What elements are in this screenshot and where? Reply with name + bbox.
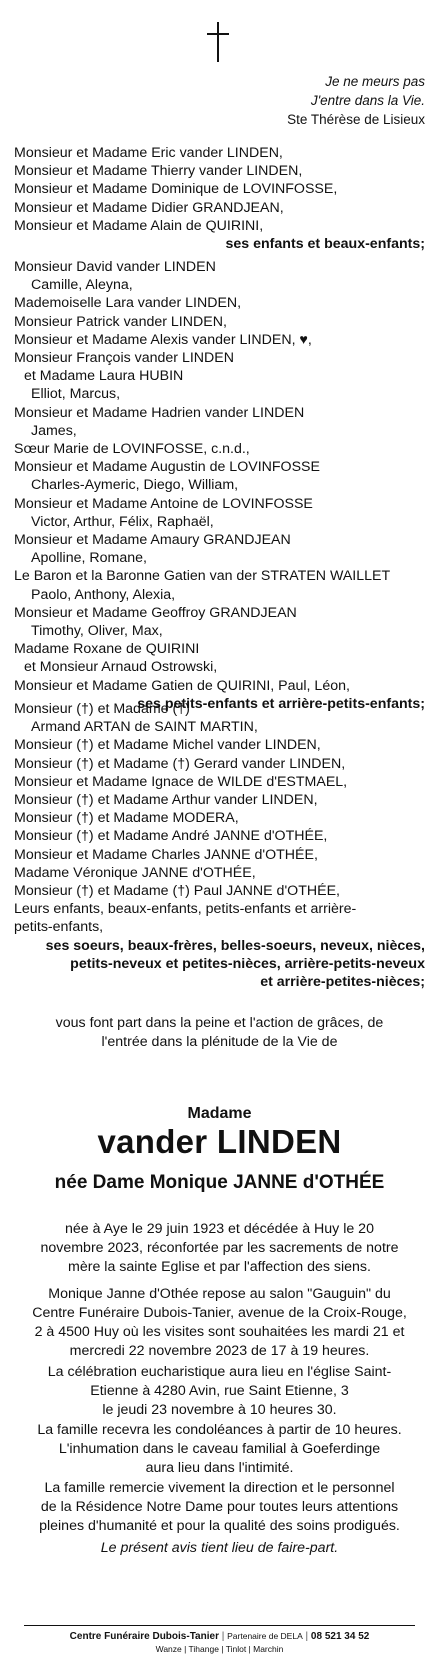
paragraph-line: La célébration eucharistique aura lieu en l'église Saint-	[47, 1364, 392, 1380]
list-item: Leurs enfants, beaux-enfants, petits-enfants et arrière-	[14, 901, 357, 918]
grandchildren-closing: ses petits-enfants et arrière-petits-enfants;	[137, 695, 425, 712]
list-item: Monsieur François vander LINDEN	[14, 350, 234, 367]
list-item: Monsieur et Madame Hadrien vander LINDEN	[14, 404, 305, 421]
list-item: Monsieur Patrick vander LINDEN,	[14, 313, 227, 330]
list-item: Monsieur et Madame Eric vander LINDEN,	[14, 145, 283, 161]
paragraph-line: La famille remercie vivement la direction et le personnel	[44, 1480, 395, 1496]
paragraph-line: 2 à 4500 Huy où les visites sont souhaitées les mardi 21 et	[34, 1324, 405, 1340]
detail-paragraph	[14, 1421, 425, 1478]
list-item: Monsieur (†) et Madame MODERA,	[14, 810, 239, 827]
closing-note: Le présent avis tient lieu de faire-part.	[100, 1540, 339, 1556]
siblings-list	[14, 700, 425, 991]
list-item: Armand ARTAN de SAINT MARTIN,	[31, 719, 258, 736]
list-item: Monsieur (†) et Madame (†) Gerard vander LINDEN,	[14, 755, 346, 772]
footer-company: Centre Funéraire Dubois-Tanier	[69, 1631, 219, 1642]
list-item: Monsieur David vander LINDEN	[14, 259, 216, 275]
list-item: Sœur Marie de LOVINFOSSE, c.n.d.,	[14, 441, 250, 458]
list-item: et Madame Laura HUBIN	[24, 368, 184, 385]
list-item: Madame Roxane de QUIRINI	[14, 641, 200, 658]
paragraph-line: Etienne à 4280 Avin, rue Saint Etienne, 3	[90, 1383, 349, 1399]
paragraph-line: La famille recevra les condoléances à partir de 10 heures.	[37, 1422, 402, 1438]
detail-paragraph	[14, 1479, 425, 1536]
list-item: James,	[31, 422, 77, 439]
list-item: Mademoiselle Lara vander LINDEN,	[14, 295, 242, 312]
list-item: Monsieur (†) et Madame André JANNE d'OTHÉE,	[14, 828, 328, 845]
list-item: Monsieur (†) et Madame (†)	[14, 701, 190, 717]
epigraph-quote	[287, 72, 425, 129]
list-item: Monsieur et Madame Didier GRANDJEAN,	[14, 199, 284, 216]
list-item: Monsieur (†) et Madame (†) Paul JANNE d'OTHÉE,	[14, 883, 340, 900]
list-item: Victor, Arthur, Félix, Raphaël,	[31, 513, 214, 530]
deceased-title: Madame	[187, 1105, 252, 1122]
detail-paragraph	[14, 1220, 425, 1277]
quote-line-1: Je ne meurs pas	[325, 74, 425, 89]
list-item: Le Baron et la Baronne Gatien van der STRATEN WAILLET	[14, 568, 391, 585]
paragraph-line: de la Résidence Notre Dame pour toutes leurs attentions	[40, 1499, 399, 1515]
list-item: Monsieur et Madame Dominique de LOVINFOSSE,	[14, 181, 338, 198]
announcement-line-1: vous font part dans la peine et l'action de grâces, de	[55, 1015, 384, 1031]
footer-divider	[24, 1625, 415, 1626]
list-item: et Monsieur Arnaud Ostrowski,	[24, 659, 218, 676]
grandchildren-list	[14, 258, 425, 713]
quote-author: Ste Thérèse de Lisieux	[287, 112, 425, 127]
footer: Centre Funéraire Dubois-Tanier | Partenaire de DELA | 08 521 34 52 Wanze | Tihange | Tinlot | Marchin	[0, 1630, 439, 1656]
list-item: Charles-Aymeric, Diego, William,	[31, 477, 239, 494]
footer-partner: Partenaire de DELA	[227, 1631, 303, 1641]
list-item: Monsieur et Madame Ignace de WILDE d'ESTMAEL,	[14, 773, 348, 790]
list-item: Monsieur et Madame Geoffroy GRANDJEAN	[14, 604, 297, 621]
detail-paragraph	[14, 1285, 425, 1361]
paragraph-line: Centre Funéraire Dubois-Tanier, avenue de la Croix-Rouge,	[32, 1305, 407, 1321]
list-item: Camille, Aleyna,	[31, 277, 133, 294]
list-item: Monsieur (†) et Madame Arthur vander LINDEN,	[14, 792, 318, 809]
list-item: Elliot, Marcus,	[31, 386, 121, 403]
paragraph-line: mère la sainte Eglise et par l'affection des siens.	[68, 1259, 371, 1275]
list-item: Paolo, Anthony, Alexia,	[31, 586, 176, 603]
paragraph-line: novembre 2023, réconfortée par les sacrements de notre	[40, 1240, 399, 1256]
list-item: Monsieur et Madame Charles JANNE d'OTHÉE,	[14, 846, 318, 863]
list-item: Monsieur et Madame Alain de QUIRINI,	[14, 217, 264, 234]
quote-line-2: J'entre dans la Vie.	[310, 93, 425, 108]
announcement-line-2: l'entrée dans la plénitude de la Vie de	[101, 1034, 338, 1050]
siblings-closing-line: ses soeurs, beaux-frères, belles-soeurs, neveux, nièces,	[45, 937, 425, 954]
paragraph-line: L'inhumation dans le caveau familial à Goeferdinge	[58, 1441, 381, 1457]
list-item: Monsieur (†) et Madame Michel vander LINDEN,	[14, 737, 321, 754]
siblings-closing-line: petits-neveux et petites-nièces, arrière-petits-neveux	[70, 955, 425, 972]
list-item: Madame Véronique JANNE d'OTHÉE,	[14, 864, 256, 881]
cross-icon	[205, 22, 231, 62]
list-item: Monsieur et Madame Gatien de QUIRINI, Paul, Léon,	[14, 677, 350, 694]
paragraph-line: le jeudi 23 novembre à 10 heures 30.	[102, 1402, 337, 1418]
list-item: petits-enfants,	[14, 919, 104, 936]
list-item: Monsieur et Madame Augustin de LOVINFOSSE	[14, 459, 320, 476]
children-list	[14, 144, 425, 253]
detail-paragraph	[14, 1363, 425, 1420]
announcement	[10, 1014, 429, 1052]
paragraph-line: aura lieu dans l'intimité.	[145, 1460, 294, 1476]
children-closing: ses enfants et beaux-enfants;	[225, 236, 425, 253]
list-item: Monsieur et Madame Antoine de LOVINFOSSE	[14, 495, 313, 512]
paragraph-line: née à Aye le 29 juin 1923 et décédée à Huy le 20	[65, 1221, 374, 1237]
list-item: Monsieur et Madame Thierry vander LINDEN,	[14, 163, 303, 180]
paragraph-line: mercredi 22 novembre 2023 de 17 à 19 heures.	[69, 1343, 370, 1359]
footer-towns: Wanze | Tihange | Tinlot | Marchin	[155, 1644, 284, 1654]
paragraph-line: pleines d'humanité et pour la qualité des soins prodigués.	[39, 1518, 400, 1534]
list-item: Apolline, Romane,	[31, 550, 147, 567]
list-item: Monsieur et Madame Alexis vander LINDEN, ♥,	[14, 331, 312, 348]
paragraph-line: Monique Janne d'Othée repose au salon "Gauguin" du	[48, 1286, 391, 1302]
deceased-surname: vander LINDEN	[97, 1123, 342, 1160]
deceased-maiden-name: née Dame Monique JANNE d'OTHÉE	[54, 1172, 385, 1193]
footer-phone: 08 521 34 52	[310, 1631, 370, 1642]
siblings-closing-line: et arrière-petites-nièces;	[260, 974, 425, 991]
list-item: Timothy, Oliver, Max,	[31, 623, 163, 640]
list-item: Monsieur et Madame Amaury GRANDJEAN	[14, 532, 291, 549]
